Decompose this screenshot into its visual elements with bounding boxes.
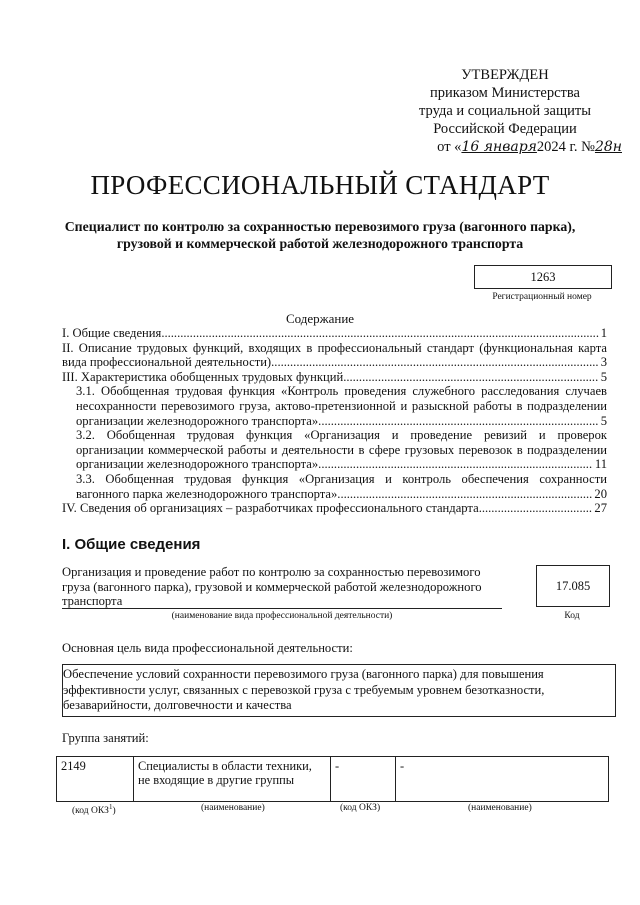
approval-line-labor: труда и социальной защиты	[419, 103, 591, 119]
footnote-marker: 1	[108, 803, 113, 811]
document-subtitle: Специалист по контролю за сохранностью перевозимого груза (вагонного парка), грузовой и коммерческой работой железнодорожного транспорта	[64, 219, 576, 251]
toc-item[interactable]: II. Описание трудовых функций, входящих в профессиональный стандарт (функциональная карта вида профессиональной деятельности) ..... 3	[62, 341, 607, 370]
toc-item[interactable]: III. Характеристика обобщенных трудовых функций ..... 5	[62, 370, 607, 385]
registration-number-label: Регистрационный номер	[492, 292, 592, 302]
approval-title: УТВЕРЖДЕН	[461, 67, 549, 83]
section-heading: I. Общие сведения	[62, 536, 201, 553]
table-row	[57, 757, 609, 802]
occupation-group-label: Группа занятий:	[62, 731, 149, 745]
activity-code-label: Код	[564, 611, 580, 621]
toc-heading: Содержание	[285, 311, 355, 326]
occupation-name-cell: Специалисты в области техники, не входящие в другие группы	[134, 757, 331, 802]
okz-code-note: (код ОКЗ)	[340, 803, 381, 813]
approval-line-ministry: приказом Министерства	[430, 85, 580, 101]
activity-note: (наименование вида профессиональной деятельности)	[171, 611, 393, 621]
toc-item[interactable]: 3.1. Обобщенная трудовая функция «Контроль проведения служебного расследования случаев несохранности перевозимого груза, актово-претензионной и разыскной работы в подразделении организации железнодорожного транспорта» ..... 5	[62, 384, 607, 428]
table-of-contents	[62, 326, 607, 516]
goal-box: Обеспечение условий сохранности перевозимого груза (вагонного парка) для повышения эффективности услуг, связанных с перевозкой груза с требуемым уровнем безотказности, безаварийности, долговечности и качества	[62, 664, 616, 717]
okz-code-cell: 2149	[57, 757, 134, 802]
approval-line-federation: Российской Федерации	[433, 121, 577, 137]
toc-item[interactable]: 3.2. Обобщенная трудовая функция «Организация и проведение ревизий и проверок организации коммерческой работы и деятельности в сфере грузовых перевозок в подразделении организации железнодорожного транспорта» ..... 11	[62, 428, 607, 472]
toc-item[interactable]: 3.3. Обобщенная трудовая функция «Организация и контроль обеспечения сохранности вагонного парка железнодорожного транспорта» ..... 20	[62, 472, 607, 501]
handwritten-order-number: 28н	[594, 139, 622, 155]
toc-item[interactable]: IV. Сведения об организациях – разработчиках профессионального стандарта ..... 27	[62, 501, 607, 516]
name-note: (наименование)	[201, 803, 265, 813]
date-prefix: от «	[437, 139, 462, 155]
toc-item[interactable]: I. Общие сведения ..... 1	[62, 326, 607, 341]
activity-name: Организация и проведение работ по контролю за сохранностью перевозимого груза (вагонного парка), грузовой и коммерческой работой железнодорожного транспорта	[62, 565, 482, 609]
registration-number-box: 1263	[474, 265, 612, 289]
goal-label: Основная цель вида профессиональной деятельности:	[62, 641, 353, 655]
activity-code-box: 17.085	[536, 565, 610, 607]
occupation-table	[56, 756, 609, 802]
okz-code-cell: -	[331, 757, 396, 802]
occupation-name-cell: -	[396, 757, 609, 802]
name-note: (наименование)	[468, 803, 532, 813]
approval-block	[380, 66, 630, 156]
document-title: ПРОФЕССИОНАЛЬНЫЙ СТАНДАРТ	[90, 170, 550, 200]
activity-underline	[62, 608, 502, 609]
approval-date-line	[380, 138, 630, 156]
handwritten-date: 16 января	[461, 139, 537, 155]
okz-code-note: (код ОКЗ$^1$)	[72, 803, 116, 817]
date-year: 2024 г. №	[536, 139, 595, 155]
